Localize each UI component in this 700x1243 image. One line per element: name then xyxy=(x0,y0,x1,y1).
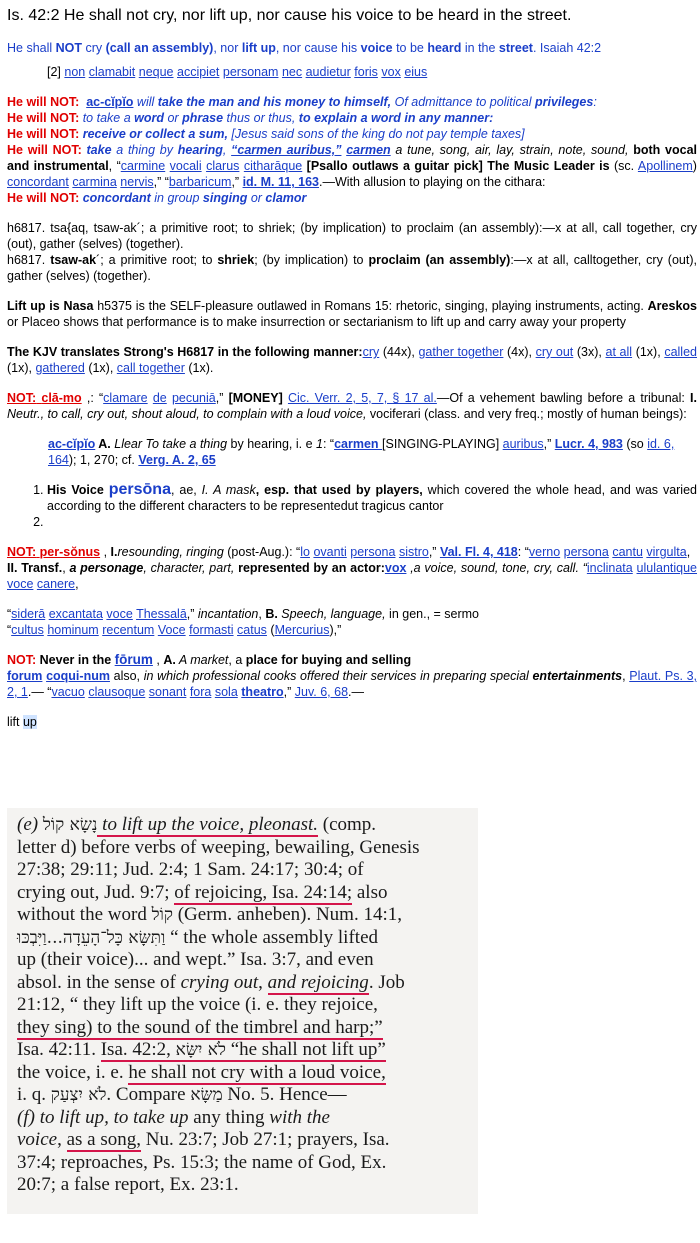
sonant-link[interactable]: sonant xyxy=(148,685,187,699)
concordant-link[interactable]: concordant xyxy=(7,175,69,189)
sola-link[interactable]: sola xyxy=(214,685,238,699)
lift-up-label: lift up xyxy=(7,715,37,729)
latin-word-link[interactable]: accipiet xyxy=(177,65,220,79)
ululantique-link[interactable]: ululantique xyxy=(636,561,697,575)
selected-text[interactable]: up xyxy=(22,715,37,729)
latin-word-link[interactable]: non xyxy=(64,65,86,79)
document xyxy=(7,0,697,730)
kjv-at-all-link[interactable]: at all xyxy=(605,345,633,359)
cicero-ref-link[interactable]: Cic. Verr. 2, 5, 7, § 17 al. xyxy=(287,391,437,405)
kjv-cry-out-link[interactable]: cry out xyxy=(535,345,574,359)
accipio-link[interactable]: ac-cĭpĭo xyxy=(86,95,134,109)
kjv-paragraph: The KJV translates Strong's H6817 in the following manner:cry (44x), gather together (4x), cry out (3x), at all (1x), called (1x), gathered (1x), call together (1x). xyxy=(7,345,697,375)
cantu-link[interactable]: cantu xyxy=(612,545,643,559)
recentum-link[interactable]: recentum xyxy=(102,623,155,637)
persona-link-2[interactable]: persona xyxy=(563,545,609,559)
carmen-auribus-link[interactable]: “carmen auribus,” xyxy=(231,143,342,157)
catus-link[interactable]: catus xyxy=(237,623,267,637)
virgulta-link[interactable]: virgulta xyxy=(646,545,687,559)
id-ref-link[interactable]: id. 6, 164 xyxy=(48,437,675,467)
juvenal-ref-link[interactable]: Juv. 6, 68 xyxy=(294,685,349,699)
canere-link[interactable]: canere xyxy=(36,577,76,591)
io-link[interactable]: lo xyxy=(300,545,310,559)
ovanti-link[interactable]: ovanti xyxy=(313,545,347,559)
clamare-link[interactable]: clamare xyxy=(103,391,148,405)
plautus-ref-link[interactable]: Plaut. Ps. 3, 2, 1 xyxy=(7,669,697,699)
thessala-link[interactable]: Thessalā xyxy=(136,607,187,621)
sidera-paragraph: “siderā excantata voce Thessalā,” incantation, B. Speech, language, in gen., = sermo “cultus hominum recentum Voce formasti catus (Mercurius),” xyxy=(7,607,480,637)
latin-word-link[interactable]: foris xyxy=(354,65,378,79)
sidera-link[interactable]: siderā xyxy=(11,607,46,621)
will-not-block xyxy=(7,94,697,206)
latin-word-link[interactable]: clamabit xyxy=(88,65,136,79)
lexicon-scan-image: (e) נָשָׂא קוֹל to lift up the voice, pleonast. (comp. letter d) before verbs of weeping, bewailing, Genesis 27:38; 29:11; Jud. 2:4; 1 Sam. 24:17; 30:4; of crying out, Jud. 9:7; of rejoicing, Isa. 24:14; also without the word קוֹל (Germ. anheben). Num. 14:1, וַתִּשָּׂא כָּל־הָעֵדָה...וַיִּבְכּוּ “ the whole assembly lifted up (their voice)... and wept.” Isa. 3:7, and even absol. in the sense of crying out, and rejoicing. Job 21:12, “ they lift up the voice (i. e. they rejoice, they sing) to the sound of the timbrel and harp;” Isa. 42:11. Isa. 42:2, לֹא יִשָּׂא “he shall not lift up” the voice, i. e. he shall not cry with a loud voice, i. q. לֹא יִצְעַק. Compare מַשָּׂא No. 5. Hence— (f) to lift up, to take up any thing with the voice, as a song, Nu. 23:7; Job 27:1; prayers, Isa. 37:4; reproaches, Ps. 15:3; the name of God, Ex. 20:7; a false report, Ex. 23:1. xyxy=(7,808,478,1214)
theatro-link[interactable]: theatro xyxy=(241,685,284,699)
latin-word-link[interactable]: audietur xyxy=(305,65,351,79)
sistro-link[interactable]: sistro xyxy=(398,545,429,559)
kjv-called-link[interactable]: called xyxy=(664,345,697,359)
nasa-paragraph: Lift up is Nasa h5375 is the SELF-pleasure outlawed in Romans 15: rhetoric, singing, playing instruments, acting. Areskos or Placeo shows that performance is to make insurrection or sectarianism to lift up and carry away your property xyxy=(7,299,697,329)
carmina-link[interactable]: carmina xyxy=(72,175,117,189)
accipio-head-link[interactable]: ac-cĭpĭo xyxy=(48,437,96,451)
citharaque-link[interactable]: citharāque xyxy=(243,159,303,173)
forum-paragraph: NOT: Never in the fōrum , A. A market, a place for buying and selling forum coqui-num also, in which professional cooks offered their services in preparing special entertainments, Plaut. Ps. 3, 2, 1.— “vacuo clausoque sonant fora sola theatro,” Juv. 6, 68.— xyxy=(7,652,697,699)
lucretius-ref-link[interactable]: Lucr. 4, 983 xyxy=(554,437,623,451)
carmine-link[interactable]: carmine xyxy=(120,159,166,173)
mercurius-link[interactable]: Mercurius xyxy=(274,623,330,637)
vox-link[interactable]: vox xyxy=(384,561,407,575)
coquinum-link[interactable]: coqui-num xyxy=(46,669,110,683)
apollinem-link[interactable]: Apollinem xyxy=(637,159,693,173)
strongs-h6817 xyxy=(7,220,697,284)
clarus-link[interactable]: clarus xyxy=(206,159,240,173)
page-title: Is. 42:2 He shall not cry, nor lift up, nor cause his voice to be heard in the street. xyxy=(7,7,572,24)
kjv-cry-link[interactable]: cry xyxy=(362,345,380,359)
ovid-ref-link[interactable]: id. M. 11, 163 xyxy=(242,175,319,189)
latin-word-link[interactable]: neque xyxy=(138,65,174,79)
latin-word-link[interactable]: personam xyxy=(222,65,279,79)
verno-link[interactable]: verno xyxy=(528,545,561,559)
formasti-link[interactable]: formasti xyxy=(189,623,234,637)
pecunia-link[interactable]: pecuniā xyxy=(171,391,216,405)
nervis-link[interactable]: nervis xyxy=(120,175,154,189)
h6817-paragraph-1: h6817. tsa{aq, tsaw-ak´; a primitive root; to shriek; (by implication) to proclaim (an assembly):—x at all, call together, cry (out), gather (selves) (together). xyxy=(7,221,697,251)
clamo-paragraph: NOT: clā-mo ,: “clamare de pecuniā,” [MONEY] Cic. Verr. 2, 5, 7, § 17 al.—Of a vehement bawling before a tribunal: I. Neutr., to call, cry out, shout aloud, to complain with a loud voice, vociferari (class. and very freq.; mostly of human beings): xyxy=(7,391,697,421)
kjv-call-together-link[interactable]: call together xyxy=(116,361,185,375)
will-not-line-2: He will NOT: to take a word or phrase thus or thus, to explain a word in any manner: xyxy=(7,111,494,125)
voce-link-2[interactable]: voce xyxy=(106,607,133,621)
latin-word-link[interactable]: eius xyxy=(404,65,428,79)
valerius-ref-link[interactable]: Val. Fl. 4, 418 xyxy=(439,545,518,559)
de-link[interactable]: de xyxy=(152,391,167,405)
will-not-line-4: He will NOT: take a thing by hearing, “carmen auribus,” carmen a tune, song, air, lay, strain, note, sound, both vocal and instrumental, “carmine vocali clarus citharāque [Psallo outlaws a guitar pick] The Music Leader is (sc. Apollinem) concordant carmina nervis,” “barbaricum,” id. M. 11, 163.—With allusion to playing on the cithara: xyxy=(7,143,697,189)
carmen-link[interactable]: carmen xyxy=(346,143,391,157)
excantata-link[interactable]: excantata xyxy=(48,607,103,621)
vocali-link[interactable]: vocali xyxy=(169,159,202,173)
will-not-line-1: He will NOT: ac-cĭpĭo will take the man and his money to himself, Of admittance to political privileges: xyxy=(7,95,597,109)
vacuo-link[interactable]: vacuo xyxy=(51,685,85,699)
hominum-link[interactable]: hominum xyxy=(47,623,99,637)
verse-line: He shall NOT cry (call an assembly), nor lift up, nor cause his voice to be heard in the street. Isaiah 42:2 xyxy=(7,41,602,55)
barbaricum-link[interactable]: barbaricum xyxy=(168,175,232,189)
h6817-paragraph-2: h6817. tsaw-ak´; a primitive root; to shriek; (by implication) to proclaim (an assembly):—x at all, calltogether, cry (out), gather (selves) (together). xyxy=(7,253,697,283)
not-personus-link[interactable]: NOT: per-sŏnus xyxy=(7,545,101,559)
voice-list-item-1: 1. His Voice persōna, ae, I. A mask, esp. that used by players, which covered the whole head, and was varied according to the different characters to be representedut tragicus cantor xyxy=(47,482,697,514)
will-not-line-5: He will NOT: concordant in group singing or clamor xyxy=(7,191,307,205)
vergil-ref-link[interactable]: Verg. A. 2, 65 xyxy=(138,453,216,467)
latin-word-link[interactable]: vox xyxy=(381,65,401,79)
latin-word-link[interactable]: nec xyxy=(281,65,303,79)
kjv-gather-together-link[interactable]: gather together xyxy=(418,345,504,359)
persona-link[interactable]: persona xyxy=(350,545,396,559)
auribus-link[interactable]: auribus xyxy=(502,437,544,451)
personus-paragraph: NOT: per-sŏnus , I.resounding, ringing (post-Aug.): “lo ovanti persona sistro,” Val. Fl. 4, 418: “verno persona cantu virgulta, II. Transf., a personage, character, part, represented by an actor:vox ,a voice, sound, tone, cry, call. “inclinata ululantique voce canere, xyxy=(7,545,697,591)
will-not-line-3: He will NOT: receive or collect a sum, [Jesus said sons of the king do not pay temple taxes] xyxy=(7,127,525,141)
inclinata-link[interactable]: inclinata xyxy=(586,561,633,575)
fora-link[interactable]: fora xyxy=(189,685,212,699)
voice-list-item-2 xyxy=(47,514,697,530)
cultus-link[interactable]: cultus xyxy=(11,623,44,637)
forum-link[interactable]: fōrum xyxy=(114,652,153,667)
not-clamo-link[interactable]: NOT: clā-mo xyxy=(7,391,82,405)
accipio-paragraph: ac-cĭpĭo A. Llear To take a thing by hearing, i. e 1: “carmen [SINGING-PLAYING] auribus,” Lucr. 4, 983 (so id. 6, 164); 1, 270; cf. Verg. A. 2, 65 xyxy=(48,437,675,467)
clausoque-link[interactable]: clausoque xyxy=(88,685,146,699)
forum-link-2[interactable]: forum xyxy=(7,669,43,683)
voce-link[interactable]: voce xyxy=(7,577,34,591)
latin-line: [2] non clamabit neque accipiet personam nec audietur foris vox eius xyxy=(47,65,428,79)
carmen-link-2[interactable]: carmen xyxy=(334,437,383,451)
voice-list xyxy=(7,482,697,530)
kjv-gathered-link[interactable]: gathered xyxy=(35,361,85,375)
voce-link-3[interactable]: Voce xyxy=(157,623,186,637)
